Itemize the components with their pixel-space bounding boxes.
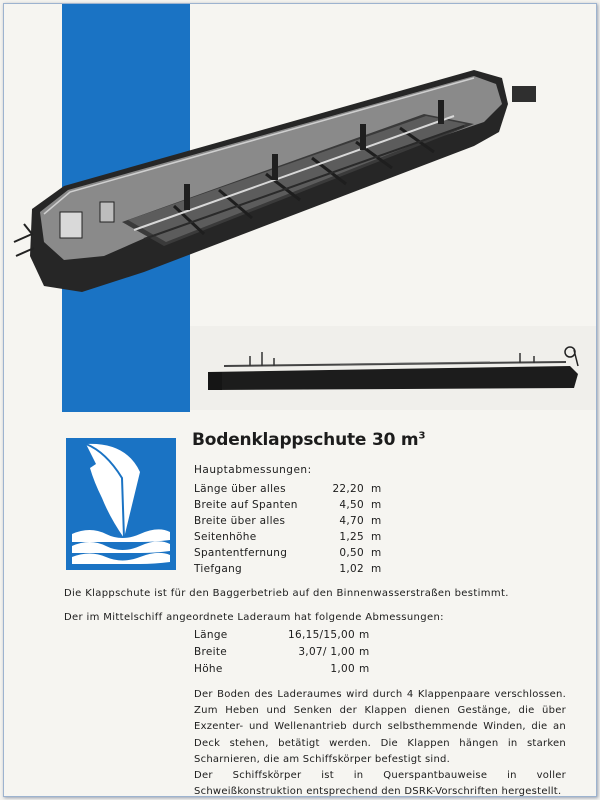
cargo-intro-paragraph: Der im Mittelschiff angeordnete Laderaum hat folgende Abmessungen: [64, 612, 444, 623]
description-paragraph: Der Boden des Laderaumes wird durch 4 Klappenpaare verschlossen. Zum Heben und Senken der Klappen dienen Gestänge, die über Exzenter- und Wellenantrieb durch selbsthemmende Winden, die an Deck stehen, betätigt werden. Die Klappen hängen in starken Scharnieren, die am Schiffskörper befestigt sind. [194, 689, 566, 765]
spec-unit: m [371, 483, 382, 495]
spec-value: 4,50 [339, 499, 364, 511]
spec-row [194, 545, 382, 561]
spec-value: 0,50 [339, 547, 364, 559]
title-superscript: 3 [418, 430, 426, 442]
cargo-row [194, 626, 370, 643]
description-block [194, 687, 566, 797]
cargo-unit: m [358, 628, 370, 641]
cargo-label: Länge [194, 628, 228, 641]
spec-label: Seitenhöhe [194, 531, 257, 543]
cargo-row [194, 643, 370, 660]
cargo-hold-table [194, 626, 370, 677]
title-text: Bodenklappschute 30 m [192, 430, 419, 450]
spec-value: 4,70 [339, 515, 364, 527]
spec-label: Breite über alles [194, 515, 286, 527]
cargo-unit: m [358, 645, 370, 658]
spec-row [194, 481, 382, 497]
spec-value: 22,20 [332, 483, 364, 495]
spec-unit: m [371, 531, 382, 543]
spec-label: Tiefgang [194, 563, 242, 575]
cargo-label: Höhe [194, 662, 223, 675]
spec-label: Länge über alles [194, 483, 286, 495]
barge-perspective-photo [4, 34, 596, 304]
barge-side-photo [190, 326, 596, 410]
cargo-value: 16,15/15,00 [288, 628, 355, 641]
specs-heading: Hauptabmessungen: [194, 464, 312, 476]
cargo-label: Breite [194, 645, 228, 658]
page-title [192, 430, 425, 450]
cargo-row [194, 660, 370, 677]
brochure-page [3, 3, 597, 797]
spec-row [194, 561, 382, 577]
spec-value: 1,25 [339, 531, 364, 543]
spec-label: Spantentfernung [194, 547, 288, 559]
spec-row [194, 529, 382, 545]
spec-unit: m [371, 547, 382, 559]
spec-unit: m [371, 563, 382, 575]
spec-row [194, 497, 382, 513]
cargo-unit: m [358, 662, 370, 675]
cargo-value: 3,07/ 1,00 [298, 645, 355, 658]
spec-unit: m [371, 515, 382, 527]
spec-label: Breite auf Spanten [194, 499, 298, 511]
spec-value: 1,02 [339, 563, 364, 575]
sail-over-waves-icon [66, 438, 176, 570]
spec-row [194, 513, 382, 529]
spec-unit: m [371, 499, 382, 511]
cargo-value: 1,00 [330, 662, 355, 675]
main-dimensions-table [194, 481, 382, 577]
purpose-paragraph: Die Klappschute ist für den Baggerbetrieb auf den Binnenwasserstraßen bestimmt. [64, 588, 509, 599]
description-paragraph: Der Schiffskörper ist in Querspantbauweise in voller Schweißkonstruktion entsprechend den DSRK-Vorschriften hergestellt. [194, 770, 566, 797]
